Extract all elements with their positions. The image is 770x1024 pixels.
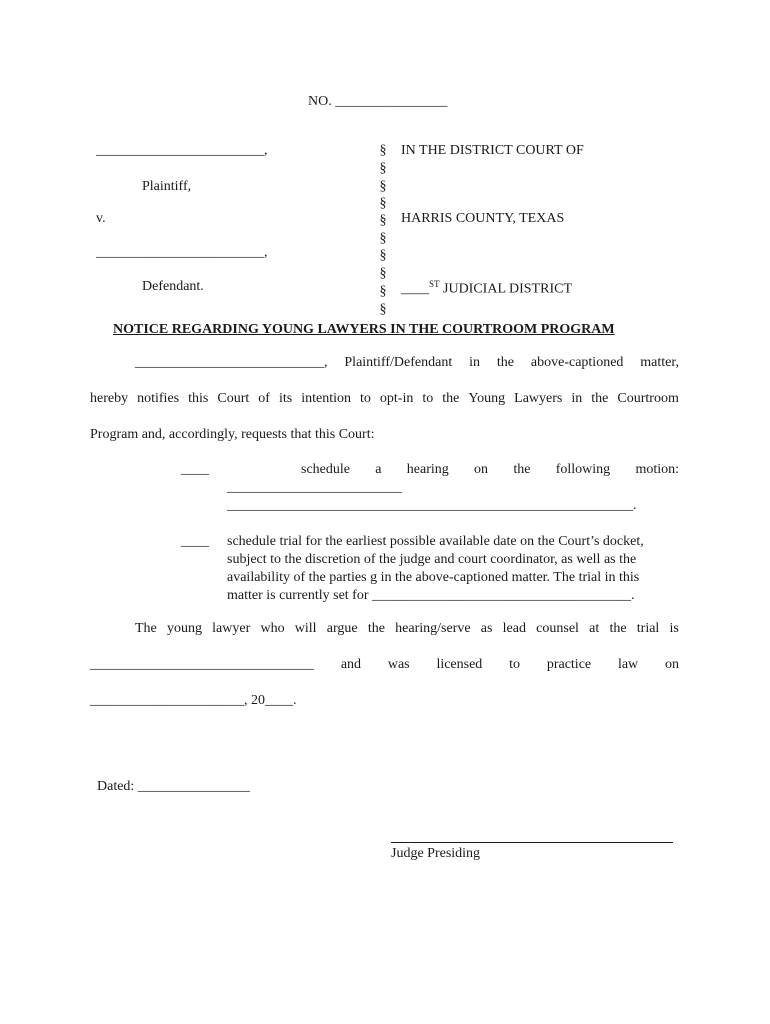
intro-word: intention [301, 391, 351, 406]
intro-word: to [422, 391, 434, 406]
paragraph-word: licensed [436, 657, 483, 672]
intro-line-3: Program and, accordingly, requests that this Court: [90, 427, 375, 442]
paragraph-word: the [367, 621, 385, 636]
court-line-2: HARRIS COUNTY, TEXAS [401, 211, 565, 226]
intro-word: Young [468, 391, 506, 406]
option-word: on [474, 462, 489, 477]
option-2-line-2: subject to the discretion of the judge and court coordinator, as well as the [227, 552, 637, 567]
young-lawyer-line-2 [90, 657, 679, 673]
paragraph-word: was [387, 657, 410, 672]
intro-word: matter, [640, 355, 679, 370]
paragraph-word: argue [326, 621, 358, 636]
intro-word: notifies [137, 391, 180, 406]
party-line-1: ________________________, [96, 143, 268, 158]
option-word: hearing [406, 462, 449, 477]
paragraph-word: who [260, 621, 285, 636]
intro-word: ___________________________, [135, 355, 328, 370]
section-symbol: § [379, 266, 387, 281]
paragraph-word: lead [502, 621, 526, 636]
intro-word: to [360, 391, 371, 406]
intro-word: of [258, 391, 270, 406]
paragraph-word: young [166, 621, 202, 636]
young-lawyer-line-3: ______________________, 20____. [90, 693, 297, 708]
district-label: JUDICIAL DISTRICT [443, 281, 572, 297]
intro-word: Lawyers [514, 391, 563, 406]
intro-word: the [496, 355, 514, 370]
intro-word: Courtroom [617, 391, 679, 406]
option-word: a [375, 462, 382, 477]
section-symbol: § [379, 143, 387, 158]
option-1-blank: ____ [181, 462, 209, 477]
defendant-label: Defendant. [142, 279, 204, 294]
district-blank: ____ [401, 281, 429, 297]
intro-word: in [571, 391, 583, 406]
paragraph-word: lawyer [212, 621, 251, 636]
option-1-line-3: __________________________________________________________. [227, 498, 637, 513]
plaintiff-label: Plaintiff, [142, 179, 192, 194]
signature-label: Judge Presiding [391, 846, 481, 861]
paragraph-word: counsel [536, 621, 579, 636]
option-2-blank: ____ [181, 534, 209, 549]
section-symbol: § [379, 302, 387, 317]
paragraph-word: on [664, 657, 679, 672]
paragraph-word: trial [636, 621, 660, 636]
section-symbol: § [379, 161, 387, 176]
section-symbol: § [379, 196, 387, 211]
section-symbol: § [379, 213, 387, 228]
dated-line: Dated: ________________ [97, 779, 250, 794]
versus-label: v. [96, 211, 106, 226]
paragraph-word: hearing/serve [395, 621, 471, 636]
intro-word: the [591, 391, 609, 406]
paragraph-word: the [609, 621, 627, 636]
intro-word: opt-in [379, 391, 414, 406]
option-word: schedule [301, 462, 350, 477]
judicial-district [401, 279, 572, 298]
option-1-line-1 [301, 462, 679, 478]
option-2-line-3: availability of the parties g in the above-captioned matter. The trial in this [227, 570, 640, 585]
paragraph-word: as [480, 621, 493, 636]
young-lawyer-line-1 [135, 621, 679, 637]
paragraph-word: ________________________________ [90, 657, 314, 672]
intro-word: its [278, 391, 293, 406]
option-2-line-1: schedule trial for the earliest possible available date on the Court’s docket, [227, 534, 644, 549]
section-symbol: § [379, 248, 387, 263]
option-2-line-4: matter is currently set for _____________________________________. [227, 588, 635, 603]
section-symbol: § [379, 284, 387, 299]
signature-line [391, 842, 673, 843]
party-line-2: ________________________, [96, 245, 268, 260]
paragraph-word: and [340, 657, 362, 672]
option-1-line-2: _________________________ [227, 480, 402, 495]
intro-word: this [188, 391, 209, 406]
paragraph-word: is [669, 621, 679, 636]
option-word: following [555, 462, 611, 477]
intro-word: Plaintiff/Defendant [344, 355, 453, 370]
section-symbol: § [379, 179, 387, 194]
paragraph-word: will [294, 621, 317, 636]
document-title: NOTICE REGARDING YOUNG LAWYERS IN THE COURTROOM PROGRAM [113, 322, 615, 337]
paragraph-word: to [509, 657, 521, 672]
paragraph-word: law [617, 657, 639, 672]
option-word: the [513, 462, 531, 477]
case-number: NO. ________________ [308, 94, 448, 109]
district-suffix: ST [429, 279, 440, 289]
court-line-1: IN THE DISTRICT COURT OF [401, 143, 584, 158]
paragraph-word: The [135, 621, 157, 636]
intro-line-1 [135, 355, 679, 371]
intro-word: Court [217, 391, 250, 406]
paragraph-word: practice [546, 657, 592, 672]
option-word: motion: [635, 462, 679, 477]
intro-word: above-captioned [530, 355, 624, 370]
intro-word: in [469, 355, 480, 370]
intro-line-2 [90, 391, 679, 407]
section-symbol: § [379, 231, 387, 246]
paragraph-word: at [589, 621, 600, 636]
intro-word: the [442, 391, 460, 406]
intro-word: hereby [90, 391, 129, 406]
